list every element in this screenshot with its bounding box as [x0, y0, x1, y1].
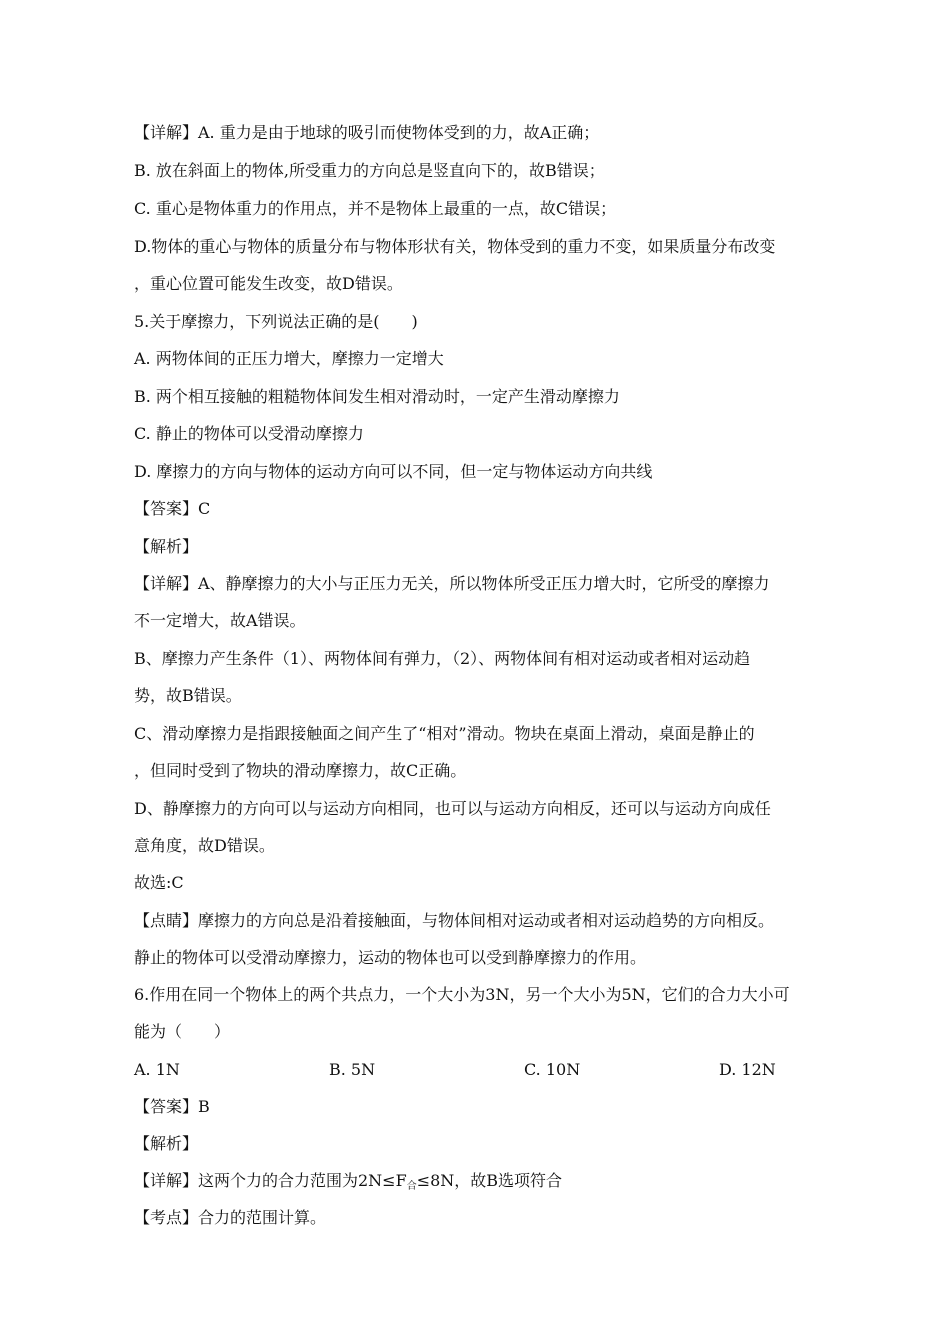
text-line: B、摩擦力产生条件（1）、两物体间有弹力，（2）、两物体间有相对运动或者相对运动趋 — [134, 649, 751, 668]
text-line: 势，故B错误。 — [134, 686, 242, 705]
text-line: 【详解】A、静摩擦力的大小与正压力无关，所以物体所受正压力增大时，它所受的摩擦力 — [134, 574, 770, 593]
analysis-label: 【解析】 — [134, 1134, 199, 1153]
detail-text-prefix: 【详解】这两个力的合力范围为2N≤F — [134, 1171, 407, 1190]
text-line: C. 重心是物体重力的作用点，并不是物体上最重的一点，故C错误； — [134, 199, 617, 218]
text-line: 意角度，故D错误。 — [134, 836, 275, 855]
text-line: 【详解】A. 重力是由于地球的吸引而使物体受到的力，故A正确； — [134, 123, 600, 142]
kaodian-line: 【考点】合力的范围计算。 — [134, 1208, 327, 1227]
text-line: C、滑动摩擦力是指跟接触面之间产生了“相对”滑动。物块在桌面上滑动，桌面是静止的 — [134, 724, 755, 743]
question-5-option-d: D. 摩擦力的方向与物体的运动方向可以不同，但一定与物体运动方向共线 — [134, 462, 653, 481]
question-6-option-b: B. 5N — [329, 1060, 376, 1079]
question-6-option-c: C. 10N — [524, 1060, 581, 1079]
answer-label: 【答案】C — [134, 499, 211, 518]
text-line: B. 放在斜面上的物体,所受重力的方向总是竖直向下的，故B错误； — [134, 161, 605, 180]
text-line: ，但同时受到了物块的滑动摩擦力，故C正确。 — [134, 761, 467, 780]
answer-label: 【答案】B — [134, 1097, 210, 1116]
text-line: 【点睛】摩擦力的方向总是沿着接触面，与物体间相对运动或者相对运动趋势的方向相反。 — [134, 911, 775, 930]
subscript-text: 合 — [406, 1181, 417, 1192]
question-6-stem: 6.作用在同一个物体上的两个共点力，一个大小为3N，另一个大小为5N，它们的合力大小可 — [134, 985, 790, 1004]
analysis-label: 【解析】 — [134, 537, 199, 556]
detail-text-suffix: ≤8N，故B选项符合 — [416, 1171, 563, 1190]
question-5-option-a: A. 两物体间的正压力增大，摩擦力一定增大 — [134, 349, 444, 368]
question-5-option-b: B. 两个相互接触的粗糙物体间发生相对滑动时，一定产生滑动摩擦力 — [134, 387, 620, 406]
text-line: D.物体的重心与物体的质量分布与物体形状有关，物体受到的重力不变，如果质量分布改变 — [134, 237, 776, 256]
text-line: 静止的物体可以受滑动摩擦力，运动的物体也可以受到静摩擦力的作用。 — [134, 948, 647, 967]
text-line: 不一定增大，故A错误。 — [134, 611, 306, 630]
text-line: D、静摩擦力的方向可以与运动方向相同，也可以与运动方向相反，还可以与运动方向成任 — [134, 799, 771, 818]
question-5-stem: 5.关于摩擦力，下列说法正确的是( ) — [134, 312, 418, 331]
detail-line — [134, 1171, 562, 1197]
text-line: 故选:C — [134, 873, 184, 892]
question-5-option-c: C. 静止的物体可以受滑动摩擦力 — [134, 424, 364, 443]
question-6-stem-continued: 能为（ ） — [134, 1022, 231, 1041]
text-line: ，重心位置可能发生改变，故D错误。 — [134, 274, 403, 293]
question-6-option-d: D. 12N — [719, 1060, 776, 1079]
question-6-option-a: A. 1N — [134, 1060, 180, 1079]
